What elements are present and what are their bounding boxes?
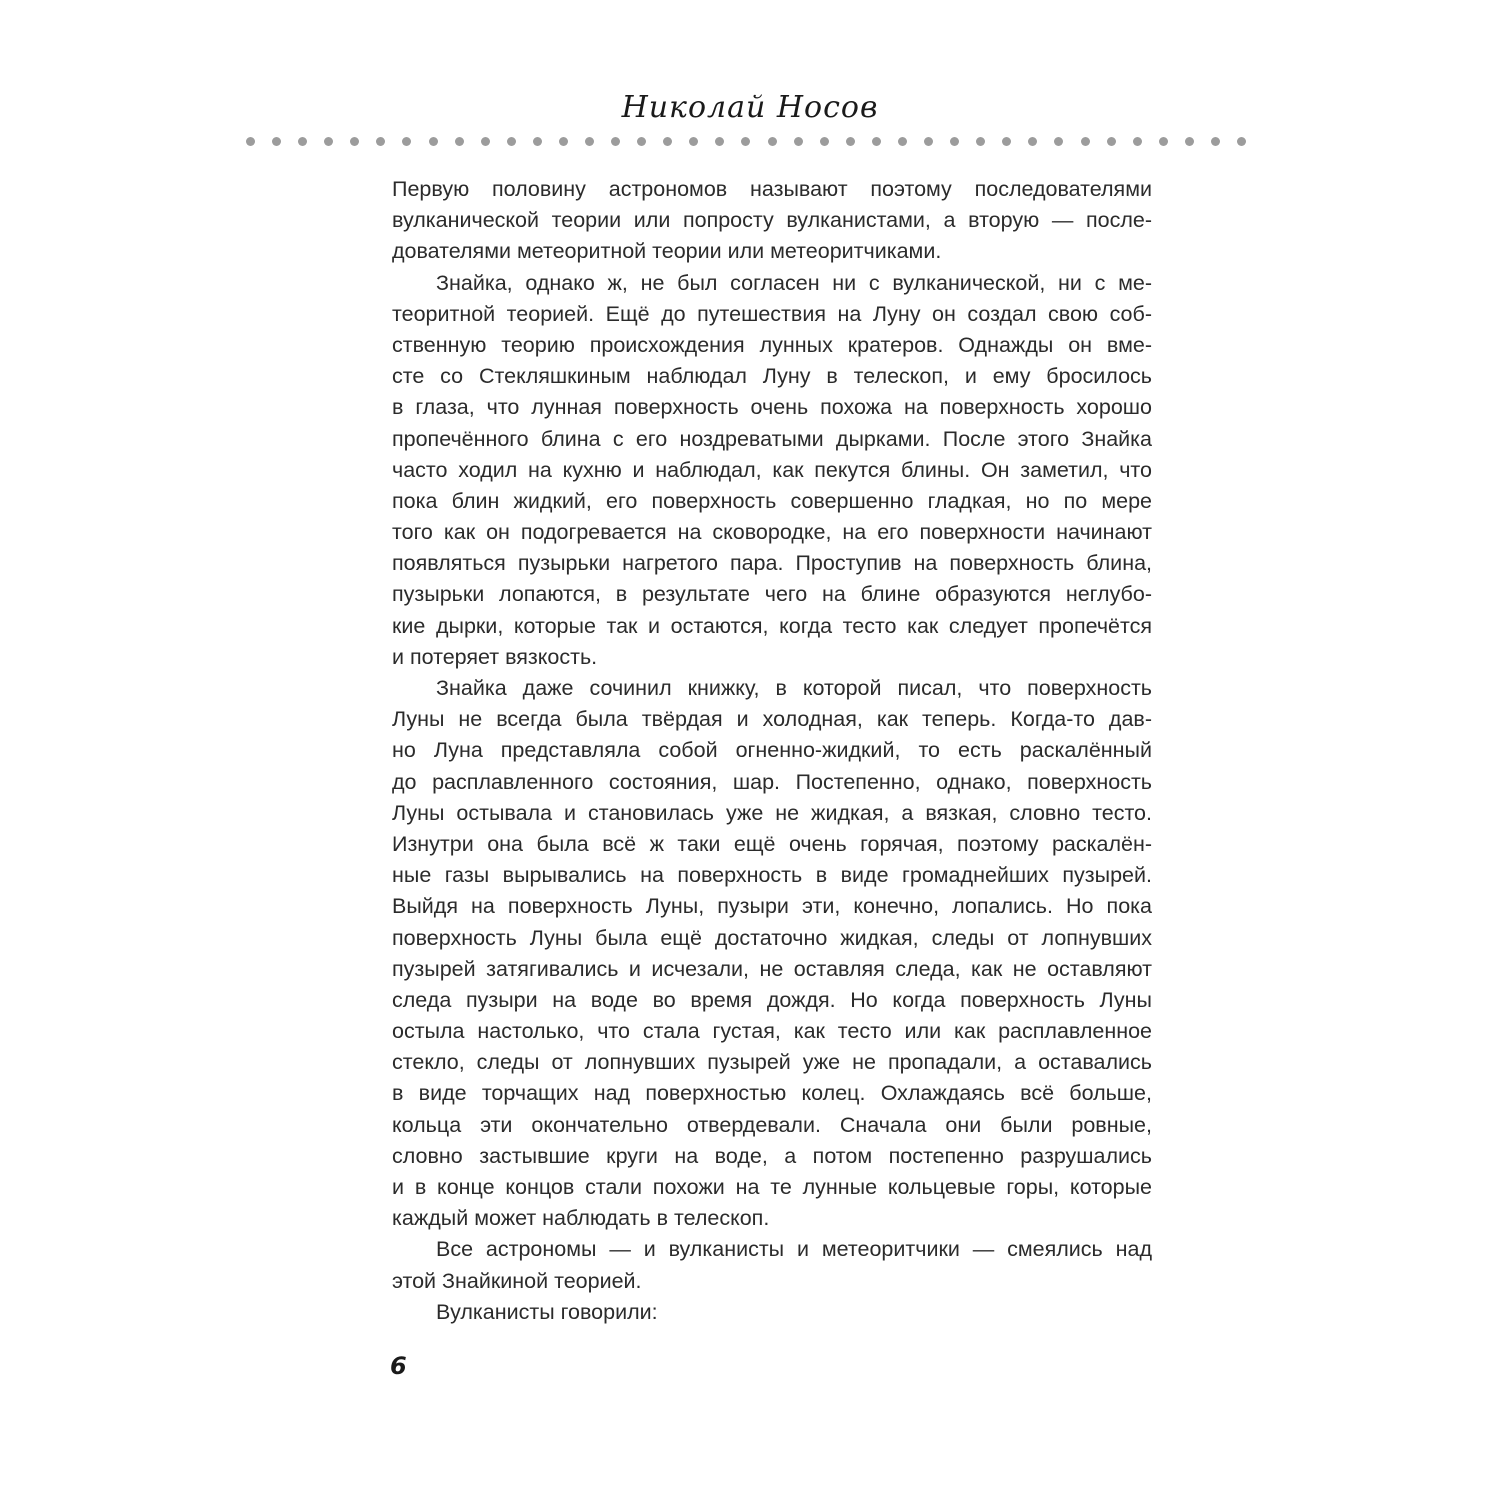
- text-line: остыла настолько, что стала густая, как тесто или как расплавленное: [392, 1019, 1152, 1044]
- text-line: пропечённого блина с его ноздреватыми дырками. После этого Знайка: [392, 426, 1152, 451]
- divider-dot: [1185, 137, 1194, 146]
- divider-dot: [298, 137, 307, 146]
- text-line: ственную теорию происхождения лунных кратеров. Однажды он вме-: [392, 332, 1152, 357]
- text-line: дователями метеоритной теории или метеоритчиками.: [392, 239, 942, 264]
- text-line: пока блин жидкий, его поверхность совершенно гладкая, но по мере: [392, 488, 1152, 513]
- text-line: Изнутри она была всё ж таки ещё очень горячая, поэтому раскалён-: [392, 831, 1152, 856]
- text-line: но Луна представляла собой огненно-жидкий, то есть раскалённый: [392, 738, 1152, 763]
- text-line: пузырей затягивались и исчезали, не оставляя следа, как не оставляют: [392, 956, 1152, 981]
- text-line: в виде торчащих над поверхностью колец. Охлаждаясь всё больше,: [392, 1081, 1152, 1106]
- divider-dot: [246, 137, 255, 146]
- text-line: поверхность Луны была ещё достаточно жидкая, следы от лопнувших: [392, 925, 1152, 950]
- text-line: и в конце концов стали похожи на те лунные кольцевые горы, которые: [392, 1175, 1152, 1199]
- divider-dot: [1237, 137, 1246, 146]
- text-line: стекло, следы от лопнувших пузырей уже не пропадали, а оставались: [392, 1050, 1152, 1075]
- dotted-divider: [246, 136, 1246, 146]
- text-line: Все астрономы — и вулканисты и метеоритчики — смеялись над: [436, 1237, 1152, 1262]
- divider-dot: [507, 137, 516, 146]
- divider-dot: [924, 137, 933, 146]
- divider-dot: [1054, 137, 1063, 146]
- text-line: до расплавленного состояния, шар. Постепенно, однако, поверхность: [392, 769, 1152, 794]
- text-line: словно застывшие круги на воде, а потом постепенно разрушались: [392, 1143, 1152, 1168]
- text-line: появляться пузырьки нагретого пара. Проступив на поверхность блина,: [392, 551, 1152, 576]
- divider-dot: [976, 137, 985, 146]
- divider-dot: [585, 137, 594, 146]
- text-line: Первую половину астрономов называют поэтому последователями: [392, 177, 1152, 201]
- text-line: кие дырки, которые так и остаются, когда тесто как следует пропечётся: [392, 613, 1152, 638]
- text-line: и потеряет вязкость.: [392, 644, 598, 669]
- divider-dot: [429, 137, 438, 146]
- divider-dot: [350, 137, 359, 146]
- text-line: Луны не всегда была твёрдая и холодная, как теперь. Когда-то дав-: [392, 707, 1152, 732]
- divider-dot: [1133, 137, 1142, 146]
- text-line: Знайка, однако ж, не был согласен ни с вулканической, ни с ме-: [436, 270, 1152, 295]
- divider-dot: [794, 137, 803, 146]
- text-line: сте со Стекляшкиным наблюдал Луну в телескоп, и ему бросилось: [392, 364, 1152, 389]
- divider-dot: [1107, 137, 1116, 146]
- divider-dot: [376, 137, 385, 146]
- text-line: теоритной теорией. Ещё до путешествия на Луну он создал свою соб-: [392, 301, 1152, 326]
- text-line: ные газы вырывались на поверхность в виде громаднейших пузырей.: [392, 863, 1152, 888]
- divider-dot: [715, 137, 724, 146]
- divider-dot: [272, 137, 281, 146]
- text-line: в глаза, что лунная поверхность очень похожа на поверхность хорошо: [392, 395, 1152, 420]
- text-line: вулканической теории или попросту вулканистами, а вторую — после-: [392, 208, 1152, 233]
- divider-dot: [846, 137, 855, 146]
- divider-dot: [741, 137, 750, 146]
- divider-dot: [324, 137, 333, 146]
- text-line: Знайка даже сочинил книжку, в которой писал, что поверхность: [436, 676, 1152, 700]
- divider-dot: [1081, 137, 1090, 146]
- divider-dot: [559, 137, 568, 146]
- text-line: следа пузыри на воде во время дождя. Но когда поверхность Луны: [392, 987, 1152, 1012]
- text-line: Вулканисты говорили:: [436, 1299, 658, 1324]
- divider-dot: [663, 137, 672, 146]
- divider-dot: [611, 137, 620, 146]
- divider-dot: [689, 137, 698, 146]
- text-line: каждый может наблюдать в телескоп.: [392, 1206, 770, 1231]
- divider-dot: [1028, 137, 1037, 146]
- divider-dot: [533, 137, 542, 146]
- divider-dot: [1211, 137, 1220, 146]
- divider-dot: [1002, 137, 1011, 146]
- text-line: Луны остывала и становилась уже не жидкая, а вязкая, словно тесто.: [392, 800, 1152, 825]
- text-line: пузырьки лопаются, в результате чего на блине образуются неглубо-: [392, 582, 1152, 607]
- divider-dot: [820, 137, 829, 146]
- body-text: [392, 174, 1152, 1328]
- text-line: кольца эти окончательно отвердевали. Сначала они были ровные,: [392, 1112, 1152, 1137]
- running-header-author: Николай Носов: [621, 90, 879, 125]
- divider-dot: [768, 137, 777, 146]
- divider-dot: [1159, 137, 1168, 146]
- divider-dot: [950, 137, 959, 146]
- text-line: Выйдя на поверхность Луны, пузыри эти, конечно, лопались. Но пока: [392, 894, 1152, 919]
- text-line: этой Знайкиной теорией.: [392, 1268, 642, 1293]
- page-number: 6: [390, 1352, 407, 1380]
- divider-dot: [455, 137, 464, 146]
- divider-dot: [637, 137, 646, 146]
- divider-dot: [481, 137, 490, 146]
- text-line: того как он подогревается на сковородке, на его поверхности начинают: [392, 520, 1152, 545]
- divider-dot: [898, 137, 907, 146]
- divider-dot: [872, 137, 881, 146]
- text-line: часто ходил на кухню и наблюдал, как пекутся блины. Он заметил, что: [392, 457, 1152, 482]
- divider-dot: [402, 137, 411, 146]
